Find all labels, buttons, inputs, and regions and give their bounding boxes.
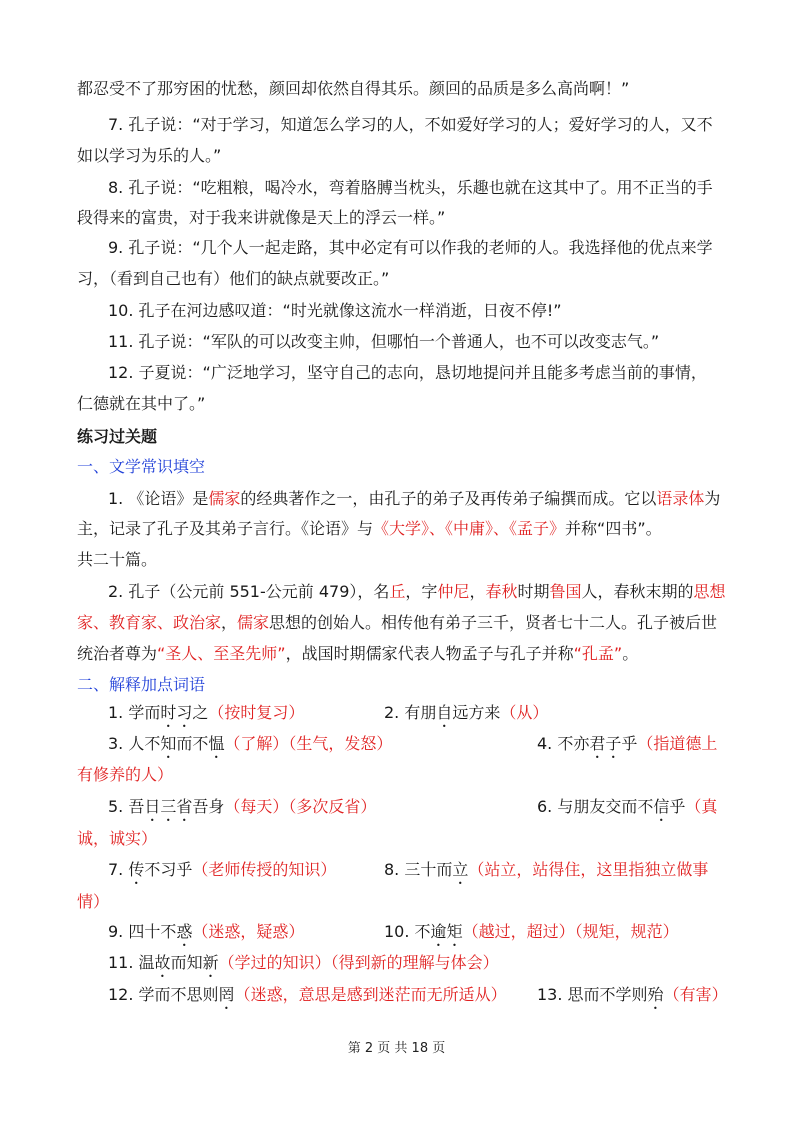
answer: （越过，超过）（规矩，规范） (462, 922, 679, 941)
word-item-6 (537, 796, 717, 825)
answer: 家、教育家、政治家 (77, 613, 222, 632)
answer: （真 (685, 797, 718, 816)
section1-q2-line1 (108, 581, 726, 603)
text: 为 (704, 489, 721, 508)
section1-q2-line2 (77, 612, 717, 634)
word-item-11 (108, 952, 499, 981)
translation-11: 11. 孔子说：“军队的可以改变主帅，但哪怕一个普通人，也不可以改变志气。” (108, 332, 660, 351)
word-item-2 (384, 702, 548, 731)
translation-12-line2: 仁德就在其中了。” (77, 394, 206, 413)
word-item-4-cont: 有修养的人） (77, 765, 174, 784)
text: 吾身 (192, 797, 225, 816)
dotted-word: 时习 (160, 703, 193, 722)
section1-q2-line3 (77, 643, 638, 665)
translation-9-line2: 习，（看到自己也有）他们的缺点就要改正。” (77, 269, 390, 288)
text: 3. 人不 (108, 734, 161, 753)
text: 不习乎 (144, 860, 193, 879)
word-item-7 (108, 859, 336, 888)
text: 12. 学而不思则 (108, 985, 219, 1004)
answer: （有害） (663, 985, 728, 1004)
dotted-word: 罔 (218, 985, 235, 1004)
translation-6-end: 都忍受不了那穷困的忧愁，颜回却依然自得其乐。颜回的品质是多么高尚啊！” (77, 79, 630, 98)
section1-q1-line1 (108, 488, 720, 510)
text: 6. 与朋友交而不 (537, 797, 654, 816)
dotted-word: 愠 (208, 734, 225, 753)
text: 2. 有朋 (384, 703, 437, 722)
translation-12-line1: 12. 子夏说：“广泛地学习，坚守自己的志向，恳切地提问并且能多考虑当前的事情， (108, 363, 707, 382)
text: ， (221, 613, 238, 632)
text: 11. 温 (108, 953, 155, 972)
practice-heading: 练习过关题 (77, 427, 158, 446)
dotted-word: 逾 (430, 922, 447, 941)
text: 乎 (621, 734, 638, 753)
answer: 《大学》、《中庸》、《孟子》 (373, 519, 566, 538)
word-item-1 (108, 702, 304, 731)
text: 5. 吾 (108, 797, 145, 816)
dotted-word: 日 (144, 797, 161, 816)
text: 的经典著作之一，由孔子的弟子及再传弟子编撰而成。它以 (240, 489, 657, 508)
text: 人，春秋末期的 (581, 582, 694, 601)
answer: 丘 (389, 582, 406, 601)
answer: “圣人、至圣先师” (157, 644, 286, 663)
section1-q1-line3: 共二十篇。 (77, 550, 158, 569)
answer: （每天）（多次反省） (224, 797, 377, 816)
answer: （学过的知识）（得到新的理解与体会） (218, 953, 499, 972)
dotted-word: 故 (154, 953, 171, 972)
text: 。 (622, 644, 639, 663)
answer: （指道德上 (637, 734, 718, 753)
dotted-word: 殆 (647, 985, 664, 1004)
text: 而不 (176, 734, 209, 753)
translation-10: 10. 孔子在河边感叹道：“时光就像这流水一样消逝，日夜不停!” (108, 301, 562, 320)
answer: （从） (500, 703, 549, 722)
answer: 语录体 (656, 489, 705, 508)
text: 13. 思而不学则 (537, 985, 648, 1004)
text: 10. 不 (384, 922, 431, 941)
translation-8-line1: 8. 孔子说：“吃粗粮，喝冷水，弯着胳膊当枕头，乐趣也就在这其中了。用不正当的手 (108, 178, 713, 197)
dotted-word: 信 (653, 797, 670, 816)
word-item-6-cont: 诚，诚实） (77, 829, 158, 848)
dotted-word: 矩 (446, 922, 463, 941)
translation-8-line2: 段得来的富贵，对于我来讲就像是天上的浮云一样。” (77, 208, 446, 227)
word-item-9 (108, 921, 304, 950)
answer: “孔孟” (573, 644, 623, 663)
answer: （站立，站得住，这里指独立做事 (468, 860, 709, 879)
word-item-5 (108, 796, 376, 825)
text: 4. 不亦 (537, 734, 590, 753)
text: ，字 (405, 582, 438, 601)
answer: 思想 (693, 582, 726, 601)
word-item-8-cont: 情） (77, 892, 110, 911)
word-item-10 (384, 921, 679, 950)
word-item-3 (108, 733, 392, 762)
page-footer: 第 2 页 共 18 页 (347, 1041, 446, 1056)
text: 思想的创始人。相传他有弟子三千，贤者七十二人。孔子被后世 (269, 613, 718, 632)
text: 8. 三十而 (384, 860, 453, 879)
section1-q1-line2 (77, 518, 662, 540)
translation-7-line2: 如以学习为乐的人。” (77, 146, 222, 165)
text: 9. 四十不 (108, 922, 177, 941)
text: 2. 孔子（公元前 551-公元前 479），名 (108, 582, 390, 601)
answer: （老师传授的知识） (192, 860, 337, 879)
answer: （迷惑，疑惑） (192, 922, 305, 941)
dotted-word: 惑 (176, 922, 193, 941)
answer: 鲁国 (549, 582, 582, 601)
answer: （按时复习） (208, 703, 305, 722)
word-item-12 (108, 984, 507, 1013)
dotted-word: 三省 (160, 797, 193, 816)
word-item-4 (537, 733, 717, 762)
text: 时期 (517, 582, 550, 601)
dotted-word: 知 (160, 734, 177, 753)
dotted-word: 君子 (589, 734, 622, 753)
text: 并称“四书”。 (565, 519, 662, 538)
text: 7. (108, 860, 129, 879)
text: 而知 (170, 953, 203, 972)
text: 1. 学而 (108, 703, 161, 722)
answer: （了解）（生气，发怒） (224, 734, 393, 753)
dotted-word: 传 (128, 860, 145, 879)
dotted-word: 立 (452, 860, 469, 879)
answer: 儒家 (237, 613, 270, 632)
text: ，战国时期儒家代表人物孟子与孔子并称 (285, 644, 574, 663)
text: 乎 (669, 797, 686, 816)
translation-9-line1: 9. 孔子说：“几个人一起走路，其中必定有可以作我的老师的人。我选择他的优点来学 (108, 238, 713, 257)
text: 之 (192, 703, 209, 722)
dotted-word: 新 (202, 953, 219, 972)
translation-7-line1: 7. 孔子说：“对于学习，知道怎么学习的人，不如爱好学习的人；爱好学习的人，又不 (108, 115, 713, 134)
text: ， (469, 582, 486, 601)
section1-heading: 一、文学常识填空 (77, 457, 206, 476)
word-item-8 (384, 859, 708, 888)
answer: （迷惑，意思是感到迷茫而无所适从） (234, 985, 507, 1004)
dotted-word: 自 (436, 703, 453, 722)
answer: 仲尼 (437, 582, 470, 601)
answer: 儒家 (208, 489, 241, 508)
answer: 春秋 (485, 582, 518, 601)
text: 1. 《论语》是 (108, 489, 209, 508)
text: 主，记录了孔子及其弟子言行。《论语》与 (77, 519, 374, 538)
word-item-13 (537, 984, 728, 1013)
text: 远方来 (452, 703, 501, 722)
section2-heading: 二、解释加点词语 (77, 675, 206, 694)
text: 统治者尊为 (77, 644, 158, 663)
